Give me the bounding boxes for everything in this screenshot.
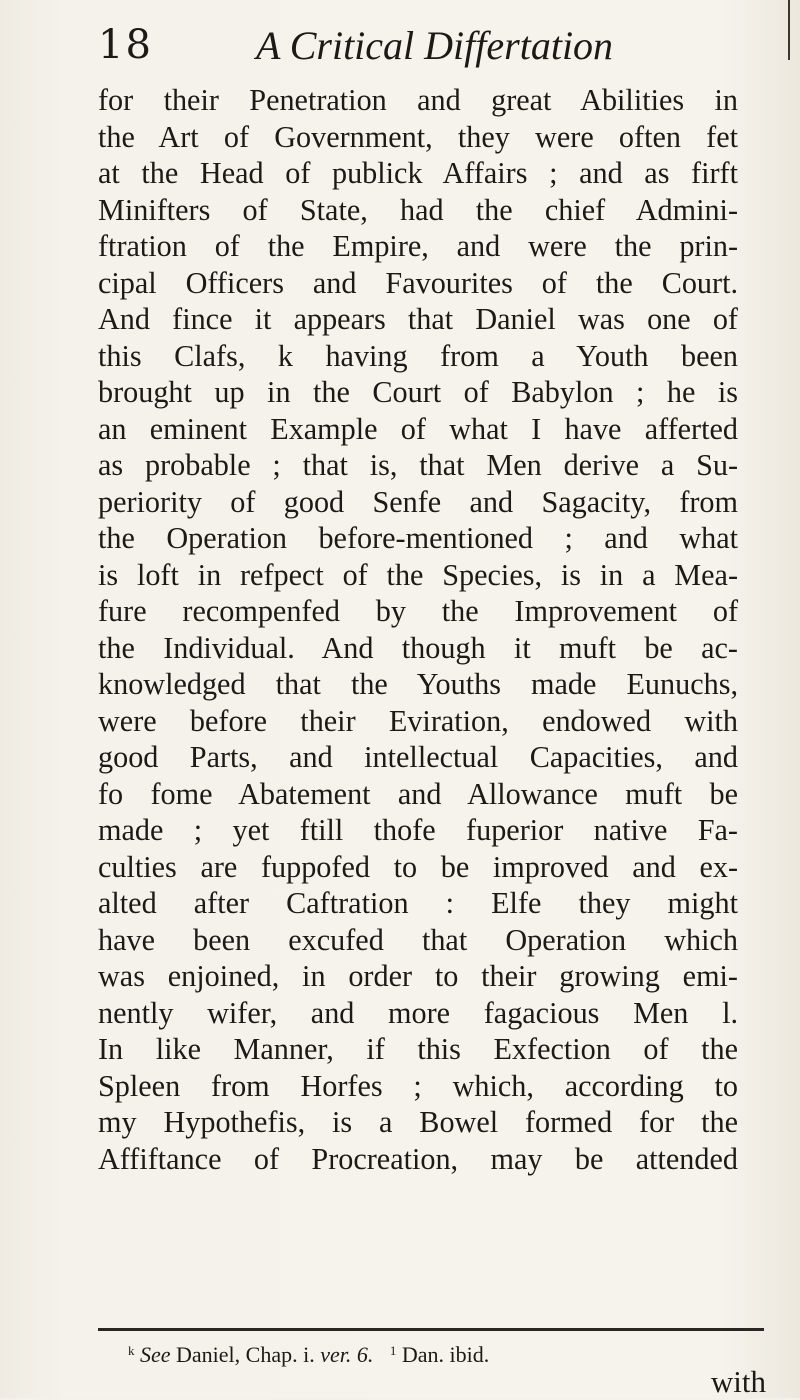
text-line: knowledged that the Youths made Eunuchs, xyxy=(98,667,738,701)
text-line: at the Head of publick Affairs ; and as firft xyxy=(98,156,738,190)
footnote-ver-num: 6. xyxy=(356,1342,374,1367)
running-title: A Critical Differtation xyxy=(256,23,614,68)
text-line: as probable ; that is, that Men derive a Su- xyxy=(98,448,738,482)
text-line: the Individual. And though it muft be ac- xyxy=(98,630,738,665)
text-line: good Parts, and intellectual Capacities, and xyxy=(98,740,738,774)
text-line: Minifters of State, had the chief Admini- xyxy=(98,192,738,227)
text-line: an eminent Example of what I have afferted xyxy=(98,411,738,446)
running-head xyxy=(98,22,738,70)
text-line: ftration of the Empire, and were the prin- xyxy=(98,229,738,263)
footnote-mark-k: k xyxy=(128,1343,135,1358)
text-line: have been excufed that Operation which xyxy=(98,922,738,957)
text-line: brought up in the Court of Babylon ; he is xyxy=(98,375,738,409)
footnote-rule xyxy=(98,1328,764,1331)
footnote-ver: ver. xyxy=(320,1342,352,1367)
text-line: made ; yet ftill thofe fuperior native Fa- xyxy=(98,813,738,847)
text-line: for their Penetration and great Abilities in xyxy=(98,83,738,117)
footnote-mark-l: 1 xyxy=(389,1343,397,1358)
body-text xyxy=(98,82,738,1177)
footnote-ref-l: Dan. ibid. xyxy=(401,1342,490,1367)
page-edge-mark xyxy=(788,0,790,60)
text-line: periority of good Senfe and Sagacity, from xyxy=(98,484,738,519)
text-line: the Art of Government, they were often fet xyxy=(98,119,738,154)
text-line: nently wifer, and more fagacious Men l. xyxy=(98,995,738,1030)
text-line: fo fome Abatement and Allowance muft be xyxy=(98,776,738,811)
text-line: In like Manner, if this Exfection of the xyxy=(98,1032,738,1066)
catchword: with xyxy=(710,1364,766,1399)
text-line: this Clafs, k having from a Youth been xyxy=(98,338,738,373)
text-line: is loft in refpect of the Species, is in a Mea- xyxy=(98,557,738,592)
text-line: cipal Officers and Favourites of the Court. xyxy=(98,265,738,300)
text-line: my Hypothefis, is a Bowel formed for the xyxy=(98,1105,738,1139)
text-line: the Operation before-mentioned ; and what xyxy=(98,521,738,555)
text-line: were before their Eviration, endowed with xyxy=(98,703,738,738)
text-line: And fince it appears that Daniel was one of xyxy=(98,302,738,336)
text-line: Spleen from Horfes ; which, according to xyxy=(98,1068,738,1103)
text-line: Affiftance of Procreation, may be attended xyxy=(98,1141,738,1176)
footnote-ref-k: Daniel, Chap. i. xyxy=(176,1342,315,1367)
text-line: was enjoined, in order to their growing emi- xyxy=(98,959,738,993)
text-line: culties are fuppofed to be improved and ex- xyxy=(98,849,738,884)
footnotes xyxy=(128,1342,489,1368)
footnote-see: See xyxy=(140,1342,171,1367)
text-line: fure recompenfed by the Improvement of xyxy=(98,594,738,628)
page-number: 18 xyxy=(98,22,153,68)
text-line: alted after Caftration : Elfe they might xyxy=(98,886,738,920)
